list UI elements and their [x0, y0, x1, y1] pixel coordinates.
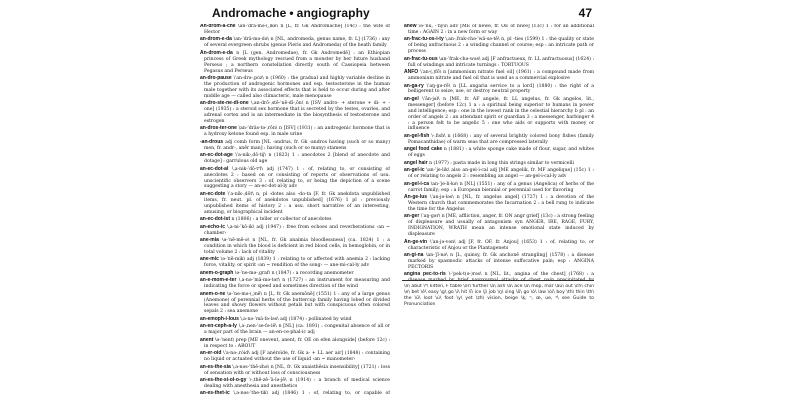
entry-headword: An-ge-lus: [404, 194, 428, 201]
entry-definition: \an-ˈje-lik\ also an-gel-i-cal adj [ME angelik, fr. MF angelique] (15c) 1 : of or relating to angels 2 : resembling an angel — an-gel-i-cal-ly adv: [408, 168, 594, 180]
dictionary-entry: [200, 126, 390, 138]
dictionary-entry: [200, 365, 390, 377]
entry-definition: \ˈan-jə-vən\ adj [F, fr. OF, fr. Anjou] (1653) 1 : of, relating to, or characteristic of Anjou or the Plantagenets: [408, 239, 594, 251]
guide-words: [212, 6, 370, 20]
entry-definition: \ə-ˈnē-mik\ adj (1839) 1 : relating to or affected with anemia 2 : lacking force, vitality, or spirit ‹an ~ rendition of the song› — ane-mi-cal-ly adv: [204, 257, 390, 269]
dictionary-entry: [404, 182, 594, 194]
entry-headword: ane-mic: [200, 256, 219, 263]
entry-definition: \ˈaŋ-gə-rē\ n [LL angaria service to a lord] (1880) : the right of a belligerent to seize, use, or destroy neutral property: [408, 83, 594, 95]
entry-headword: an-gel-i-ca: [404, 180, 430, 187]
entry-definition: \ˌa-nə-ˈmä-fə-ləs\ adj (1874) : pollinated by wind: [238, 316, 352, 322]
entry-definition: \ˈan-(ˌ)fō\ n [ammonium nitrate fuel oil] (1961) : a compound made from ammonium nitrate and fuel oil that is used as a commercial explosive: [408, 70, 594, 82]
entry-headword: an-drom-e-da: [200, 36, 232, 43]
entry-definition: \ˌan-ˌfrak-chə-ˈwä-sə-tē\ n, pl -ties (1599) 1 : the quality or state of being anfractuous 2 : a winding channel or course; esp : an intricate path or process: [408, 37, 594, 55]
dictionary-entry: [200, 101, 390, 125]
entry-headword: angel food cake: [404, 146, 443, 153]
entry-headword: angina pec-to-ris: [404, 271, 446, 278]
guide-separator: •: [289, 6, 294, 20]
entry-definition: \ˈan-jə-ləs\ n [NL, fr. angelus angel] (1727) 1 : a devotion of the Western church that commemorates the Incarnation 2 : a bell rung to indicate the time for the Angelus: [408, 195, 594, 212]
dictionary-entry: [404, 272, 594, 280]
entry-definition: \ˌan-drō-ˌstē-ˈnē-dī-ˌōn\ n [ISV andro- + sterone + di- + -one] (1935) : a steroid sex hormone that is secreted by the testes, ovaries, and adrenal cortex and is an intermediate in the biosynthesis of testosterone and estrogen: [204, 101, 390, 124]
dictionary-entry: [200, 391, 390, 396]
entry-definition: \ˌa-nəs-ˈthē-zhə\ n [NL, fr. Gk anaisthēsia insensibility] (1721) : loss of sensation with or without loss of consciousness: [204, 364, 390, 376]
entry-definition: \-ˌthē-zē-ˈä-lə-jē\ n (1914) : a branch of medical science dealing with anesthesia and anesthetics: [204, 378, 390, 389]
entry-definition: \-ˈpek-t(ə-)rəs\ n [NL, lit., angina of the chest] (1768) : a: [448, 272, 594, 278]
dictionary-entry: [200, 317, 390, 323]
entry-headword: anew: [404, 24, 417, 29]
entry-headword: an-echo-ic: [200, 223, 226, 230]
pronunciation-rule: [402, 280, 594, 281]
dictionary-entry: [404, 37, 594, 55]
entry-headword: an-e-mom-e-ter: [200, 277, 237, 284]
dictionary-entry: [200, 338, 390, 350]
dictionary-entry: [200, 292, 390, 316]
entry-headword: an-dro-pause: [200, 75, 232, 82]
entry-definition: \ə-ˈnü, -ˈnyü\ adv [ME of newe, fr. OE of nīwe] (13c) 1 : for an additional time : AGAIN 2 : in a new form or way: [408, 24, 594, 35]
entry-definition: \ˌa-ni-ˈkō-ik\ adj (1947) : free from echoes and reverberations ‹an ~ chamber›: [204, 224, 390, 236]
entry-headword: an-gi-na: [404, 252, 424, 259]
dictionary-entry: [404, 253, 594, 271]
entry-headword: an-es-the-si-ol-o-gy: [200, 377, 247, 383]
dictionary-entry: [200, 51, 390, 75]
second-guide-word: angiography: [296, 6, 370, 20]
page-number: 47: [578, 6, 592, 20]
pronunciation-key: \ə\ abut \ᵊ\ kitten, F table \ər\ further \a\ ash \ā\ ace \ä\ mop, mar \au̇\ out \ch\ chin \e\ bet \ē\ easy \g\ go \i\ hit \ī\ ice \j\ job \ŋ\ sing \ō\ go \ȯ\ law \ȯi\ boy \th\ thin \th\ the \ü\ loot \u̇\ foot \y\ yet \zh\ vision, beige \ḵ, ⁿ, œ, ue, ʸ\ see Guide to Pronunciation: [404, 284, 594, 307]
dictionary-entry: [200, 278, 390, 290]
entry-definition: \ˈa-nə-ˌrȯid\ adj [F anéroïde, fr. Gk a- + LL aer air] (1848) : containing no liquid or actuated without the use of liquid ‹an ~ manometer›: [204, 351, 390, 363]
entry-definition: \ˌa-nə-ˈmä-mə-tər\ n (1727) : an instrument for measuring and indicating the force or speed and sometimes direction of the wind: [204, 278, 390, 290]
entry-definition: \an-ˈje-li-kə\ n [NL] (1551) : any of a genus (Angelica) of herbs of the carrot family; esp : a European biennial or perennial used for flavoring: [408, 181, 594, 193]
entry-headword: an-er-oid: [200, 350, 222, 357]
dictionary-entry: [200, 167, 390, 191]
entry-headword: an-gel: [404, 95, 419, 102]
entry-headword: -an-drous: [200, 138, 224, 145]
dictionary-entry: [200, 76, 390, 100]
entry-headword: an-dro-ste-ne-di-one: [200, 100, 249, 107]
entry-definition: \ˈa-nik-ˌdōt\ n, pl -dotes also -do-ta [F, fr. Gk anekdota unpublished items, fr. neut. pl. of anekdotos unpublished] (1676) 1 pl : previously unpublished items of history 2 : a usu. short narrative of an interesting, amusing, or biographical incident: [204, 191, 390, 215]
dictionary-entry: [200, 24, 390, 36]
dictionary-entry: [200, 225, 390, 237]
entry-definition: \ˈan-drə-ˌpȯz\ n (1960) : the gradual and highly variable decline in the production of androgenic hormones and esp. testosterone in the human male together with its associated effects that is held to occur during and after middle age — called also climacteric, male menopause: [204, 76, 390, 99]
dictionary-entry: [404, 168, 594, 180]
entry-definition: \an-ˈfrak-chə-wəs\ adj [F anfractueux, fr. LL anfractuosus] (1624) : full of windings and intricate turnings : TORTUOUS: [408, 56, 594, 68]
dictionary-entry: [404, 70, 594, 82]
entry-headword: an-gel-ic: [404, 167, 425, 174]
dictionary-entry: [404, 97, 594, 132]
dictionary-entry: [404, 24, 594, 36]
dictionary-entry: [404, 147, 594, 159]
entry-headword: an-en-ceph-a-ly: [200, 323, 237, 330]
dictionary-entry: [200, 351, 390, 363]
entry-headword: An-ge-vin: [404, 238, 428, 245]
entry-definition: \ˌa-nik-ˈdō-tᵊl\ adj (1747) 1 : of, relating to, or consisting of anecdotes 2 : based on or consisting of reports or observations of usu. unscientific observers 3 : of, relating to, or being the depiction of a scene suggesting a story — an-ec-dot-al-ly adv: [204, 166, 390, 190]
entry-definition: \ˈān-jəl\ n [ME, fr. AF angele, fr. LL angelus, fr. Gk angelos, lit., messenger] (before 12c) 1 a : a spiritual being superior to humans in power and intelligence; esp : one in the lowest rank in the celestial hierarchy b pl : an order of angels 2 : an attendant spirit or guardian 3 : a messenger, harbinger 4 : a person felt to be angelic 5 : one who aids or supports with money or influence: [408, 96, 594, 132]
dictionary-entry: [200, 37, 390, 49]
entry-definition: \ˌa-ˌnen-ˈse-fə-lē\ n [NL] (ca. 1891) : congenital absence of all or a major part of the brain — an-en-ce-phal-ic adj: [204, 324, 390, 336]
entry-headword: ane-mia: [200, 237, 219, 244]
entry-definition: n [L (gen. Andromedae), fr. Gk Andromedē] : an Ethiopian princess of Greek mythology rescued from a monster by her future husband Perseus ; a northern constellation directly south of Cassiopeia between Pegasus and Perseus: [204, 50, 390, 74]
entry-headword: an-ec-dot-age: [200, 152, 233, 159]
entry-headword: angel hair: [404, 159, 428, 166]
entry-headword: anem-o-ne: [200, 290, 226, 297]
entry-definition: \ə-ˈnent\ prep [ME onevent, anent, fr. OE on efen alongside] (before 12c) : in respect to : ABOUT: [204, 337, 390, 349]
dictionary-entry: [200, 271, 390, 277]
page-header: [200, 4, 596, 26]
dictionary-entry: [404, 240, 594, 252]
dictionary-entry: [404, 195, 594, 213]
dictionary-entry: [200, 238, 390, 256]
dictionary-entry: [404, 84, 594, 96]
entry-definition: n (1977) : pasta made in long thin strings similar to vermicelli: [427, 160, 574, 166]
entry-headword: an-frac-tu-os-i-ty: [404, 36, 444, 43]
entry-definition: \an-ˈdräs-tə-ˌrōn\ n [ISV] (1931) : an androgenic hormone that is a hydroxy ketone found esp. in male urine: [204, 126, 390, 138]
dictionary-entry: [200, 140, 390, 152]
entry-headword: anent: [200, 336, 214, 343]
entry-headword: an-es-the-sia: [200, 363, 231, 370]
entry-definition: \an-ˈdrä-mə-də\ n [NL, andromeda, genus name, fr. L] (1736) : any of several evergreen shrubs (genus Pieris and Andromeda) of the heath family: [204, 37, 390, 49]
entry-definition: \ə-ˈne-mə-ˌgraf\ n (1847) : a recording anemometer: [233, 270, 354, 276]
dictionary-entry: [200, 153, 390, 165]
dictionary-entry: [404, 161, 594, 167]
entry-definition: adj comb form [NL -andrus, fr. Gk -andros having (such or so many) men, fr. andr-, anēr man] : having (such or so many) stamens: [204, 139, 390, 151]
entry-headword: an-gel-fish: [404, 132, 430, 139]
entry-definition: \-ˌfish\ n (1668) : any of several brightly colored bony fishes (family Pomacanthidae) of warm seas that are compressed laterally: [408, 133, 594, 145]
entry-headword: an-ga-ry: [404, 82, 424, 89]
entry-definition: n (1806) : a teller or collector of anecdotes: [230, 217, 332, 223]
entry-headword: an-dros-ter-one: [200, 125, 237, 132]
entry-definition: \an-ˈjī-nə\ n [L, quinsy, fr. Gk anchonē strangling] (1578) : a disease marked by spasmodic attacks of intense suffocative pain; esp : ANGINA PECTORIS: [408, 253, 594, 270]
first-guide-word: Andromache: [212, 6, 287, 20]
left-column: [200, 24, 390, 396]
dictionary-entry: [404, 214, 594, 238]
entry-definition: \ˈaŋ-gər\ n [ME, affliction, anger, fr. ON angr grief] (13c) : a strong feeling of displeasure and usually of antagonism syn ANGER, IRE, RAGE, FURY, INDIGNATION, WRATH mean an intense emotional state induced by displeasure: [408, 214, 594, 238]
dictionary-entry: [404, 134, 594, 146]
dictionary-entry: [200, 324, 390, 336]
entry-headword: an-frac-tu-ous: [404, 55, 438, 62]
entry-definition: \ə-ˈne-mə-(ˌ)nē\ n [L, fr. Gk anemōnē] (1551) 1 : any of a large genus (Anemone) of perennial herbs of the buttercup family having lobed or divided leaves and showy flowers without petals but with conspicuous often colored sepals 2 : sea anemone: [204, 291, 390, 315]
entry-headword: an-es-thet-ic: [200, 390, 230, 396]
dictionary-entry: [200, 257, 390, 269]
right-column: [404, 24, 594, 280]
entry-headword: an-ec-dot-ist: [200, 216, 230, 223]
entry-headword: an-emoph-i-lous: [200, 315, 239, 322]
entry-headword: anem-o-graph: [200, 269, 234, 276]
entry-definition: \an-ˈdrä-mə-(ˌ)kē\ n [L, fr. Gk Andromachē] (14c) : the wife of Hector: [204, 24, 390, 35]
entry-definition: \ˌa-nəs-ˈthe-tik\ adj (1846) 1 : of, relating to, or capable of: [233, 391, 390, 396]
dictionary-entry: [404, 57, 594, 69]
dictionary-entry: [200, 217, 390, 223]
entry-definition: \ə-ˈnē-mē-ə\ n [NL, fr. Gk anaimia bloodlessness] (ca. 1824) 1 : a condition in which the blood is deficient in red blood cells, in hemoglobin, or in total volume 2 : lack of vitality: [204, 238, 390, 255]
entry-definition: n (1881) : a white sponge cake made of flour, sugar, and whites of eggs: [408, 147, 594, 159]
dictionary-entry: [200, 378, 390, 390]
entry-headword: an-ec-dote: [200, 190, 226, 197]
entry-headword: An-drom-a-che: [200, 24, 236, 29]
entry-headword: An-drom-e-da: [200, 49, 233, 56]
entry-headword: an-ger: [404, 213, 420, 220]
dictionary-entry: [200, 192, 390, 216]
entry-definition: \ˈa-nik-ˌdō-tij\ n (1823) 1 : anecdotes 2 [blend of anecdote and dotage] : garrulous old age: [204, 153, 390, 165]
entry-headword: ANFO: [404, 69, 419, 76]
entry-headword: an-ec-dot-al: [200, 165, 229, 172]
